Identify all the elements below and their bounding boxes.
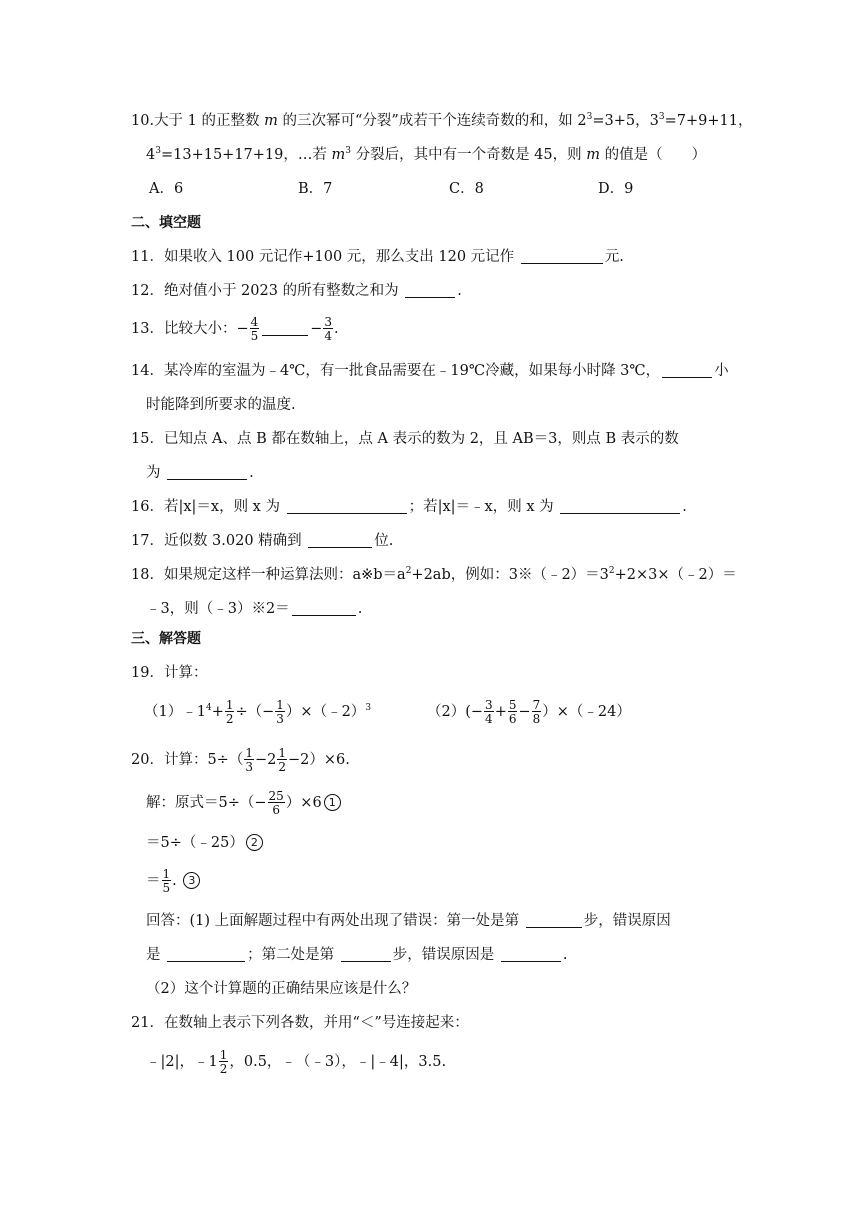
fraction: $\frac{1}{2}$ <box>225 698 234 726</box>
option-b: B．7 <box>298 181 333 197</box>
circled-number: 2 <box>246 834 263 851</box>
question-12: 12．绝对值小于 2023 的所有整数之和为 . <box>131 283 462 299</box>
answer-blank[interactable] <box>662 361 712 378</box>
solution-step-2: ＝5÷（﹣25） 2 <box>146 832 263 854</box>
answer-blank[interactable] <box>262 319 308 336</box>
question-19-part-2: （2）(− $\frac{3}{4}$ + $\frac{5}{6}$ − $\frac{7}{8}$ ）×（﹣24） <box>427 698 631 726</box>
question-18-line-2: ﹣3，则（﹣3）※2＝ . <box>146 601 363 617</box>
question-11: 11．如果收入 100 元记作+100 元，那么支出 120 元记作 元. <box>131 249 624 265</box>
answer-blank[interactable] <box>341 945 391 962</box>
answer-blank[interactable] <box>521 247 603 264</box>
fraction: $\frac{1}{3}$ <box>245 746 253 774</box>
answer-line-1: 回答：(1) 上面解题过程中有两处出现了错误：第一处是第 步，错误原因 <box>146 913 671 929</box>
answer-line-3: （2）这个计算题的正确结果应该是什么？ <box>146 981 417 997</box>
solution-step-1: 解：原式＝5÷（− $\frac{25}{6}$ ）×6 1 <box>146 786 341 820</box>
question-19-part-1: $(1)﹣1^4+$ $\frac{1}{2}$ ÷（− $\frac{1}{3}$ ）×（﹣2）$^3$ <box>144 698 372 726</box>
question-15-line-1: 15．已知点 A、点 B 都在数轴上，点 A 表示的数为 2，且 AB＝3，则点 B 表示的数 <box>131 431 679 447</box>
fraction: $\frac{25}{6}$ <box>268 789 284 817</box>
question-18-line-1: 18．如果规定这样一种运算法则：$a※b=a^2+2ab$，例如：$3※(﹣2)=3^2+2\times 3\times(﹣2)=$ <box>131 566 737 583</box>
question-13: 13．比较大小：− $\frac{4}{5}$ − $\frac{3}{4}$ . <box>131 315 339 343</box>
fraction: $\frac{1}{3}$ <box>276 698 284 726</box>
option-c: C．8 <box>449 181 484 197</box>
circled-number: 3 <box>183 872 200 889</box>
question-19: 19．计算： <box>131 665 208 681</box>
answer-blank[interactable] <box>167 463 247 480</box>
answer-line-2: 是 ；第二处是第 步，错误原因是 . <box>146 947 568 963</box>
solution-step-3: ＝ $\frac{1}{5}$ . 3 <box>146 864 200 898</box>
fraction: $\frac{3}{4}$ <box>485 698 493 726</box>
question-10-line-2: $4^3=13+15+17+19$，…若 $m^3$ 分裂后，其中有一个奇数是 45，则 m 的值是（ ） <box>146 146 707 163</box>
question-17: 17．近似数 3.020 精确到 位. <box>131 533 394 549</box>
answer-blank[interactable] <box>501 945 561 962</box>
section-heading-solve: 三、解答题 <box>131 631 201 647</box>
fraction: $\frac{1}{2}$ <box>278 746 286 774</box>
answer-blank[interactable] <box>526 911 582 928</box>
question-20: 20．计算：5÷（ $\frac{1}{3}$ −2 $\frac{1}{2}$ −2）×6. <box>131 746 350 774</box>
question-21-numbers: ﹣|2|，﹣1 $\frac{1}{2}$ ，0.5，﹣（﹣3），﹣|﹣4|，3.5. <box>146 1048 447 1076</box>
question-14-line-2: 时能降到所要求的温度. <box>146 397 296 413</box>
fraction: $\frac{7}{8}$ <box>532 698 541 726</box>
fraction: $\frac{4}{5}$ <box>250 315 259 343</box>
fraction: $\frac{3}{4}$ <box>324 315 333 343</box>
fraction: $\frac{1}{2}$ <box>219 1048 228 1076</box>
section-heading-fill-in: 二、填空题 <box>131 215 201 231</box>
answer-blank[interactable] <box>292 599 356 616</box>
question-21: 21．在数轴上表示下列各数，并用“＜”号连接起来： <box>131 1015 469 1031</box>
answer-blank[interactable] <box>308 531 372 548</box>
fraction: $\frac{5}{6}$ <box>508 698 517 726</box>
option-d: D．9 <box>598 181 634 197</box>
answer-blank[interactable] <box>405 281 455 298</box>
circled-number: 1 <box>324 794 341 811</box>
question-10-line-1: 10.大于 1 的正整数 m 的三次幂可“分裂”成若干个连续奇数的和，如 $2^3=3+5$，$3^3=7+9+11$， <box>131 112 753 129</box>
answer-blank[interactable] <box>287 497 407 514</box>
answer-blank[interactable] <box>167 945 245 962</box>
fraction: $\frac{1}{5}$ <box>162 867 171 895</box>
question-14-line-1: 14．某冷库的室温为﹣4℃，有一批食品需要在﹣19℃冷藏，如果每小时降 3℃， 小 <box>131 363 729 379</box>
question-16: 16．若|x|＝x，则 x 为 ；若|x|＝﹣x，则 x 为 . <box>131 499 687 515</box>
question-15-line-2: 为 . <box>146 465 254 481</box>
option-a: A．6 <box>149 181 184 197</box>
answer-blank[interactable] <box>560 497 680 514</box>
